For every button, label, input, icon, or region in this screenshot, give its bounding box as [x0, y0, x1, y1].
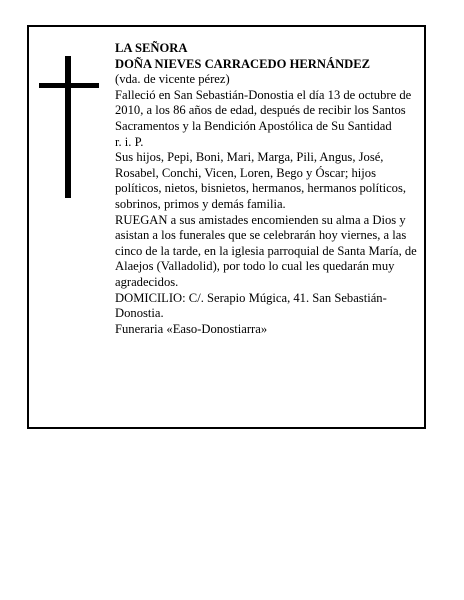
deceased-name: DOÑA NIEVES CARRACEDO HERNÁNDEZ: [115, 56, 371, 71]
obituary-text: [115, 41, 421, 337]
family-paragraph: Sus hijos, Pepi, Boni, Mari, Marga, Pili, Angus, José, Rosabel, Conchi, Vicen, Loren, Bego y Óscar; hijos políticos, nietos, bisnietos, hermanos, hermanos políticos, sobrinos, primos y demás familia.: [115, 150, 407, 211]
title-line-1: LA SEÑORA: [115, 41, 188, 55]
cross-horizontal-bar: [39, 83, 99, 88]
death-paragraph: Falleció en San Sebastián-Donostia el día 13 de octubre de 2010, a los 86 años de edad, después de recibir los Santos Sacramentos y la Bendición Apostólica de Su Santidad: [115, 87, 412, 133]
rip-text: r. i. P.: [115, 134, 144, 149]
funeraria-text: Funeraria «Easo-Donostiarra»: [115, 321, 268, 336]
ruegan-label: RUEGAN: [115, 212, 168, 227]
domicilio-label: DOMICILIO:: [115, 290, 186, 305]
domicilio-paragraph: [115, 291, 421, 322]
ruegan-paragraph: [115, 213, 421, 291]
obituary-notice: [27, 25, 426, 429]
domicilio-text: C/. Serapio Múgica, 41. San Sebastián-Donostia.: [115, 290, 387, 321]
cross-vertical-bar: [65, 56, 71, 198]
widow-of: (vda. de vicente pérez): [115, 72, 230, 87]
ruegan-text: a sus amistades encomienden su alma a Dios y asistan a los funerales que se celebrarán hoy viernes, a las cinco de la tarde, en la iglesia parroquial de Santa María, de Alaejos (Valladolid), por todo lo cual les quedarán muy agradecidos.: [115, 212, 417, 289]
